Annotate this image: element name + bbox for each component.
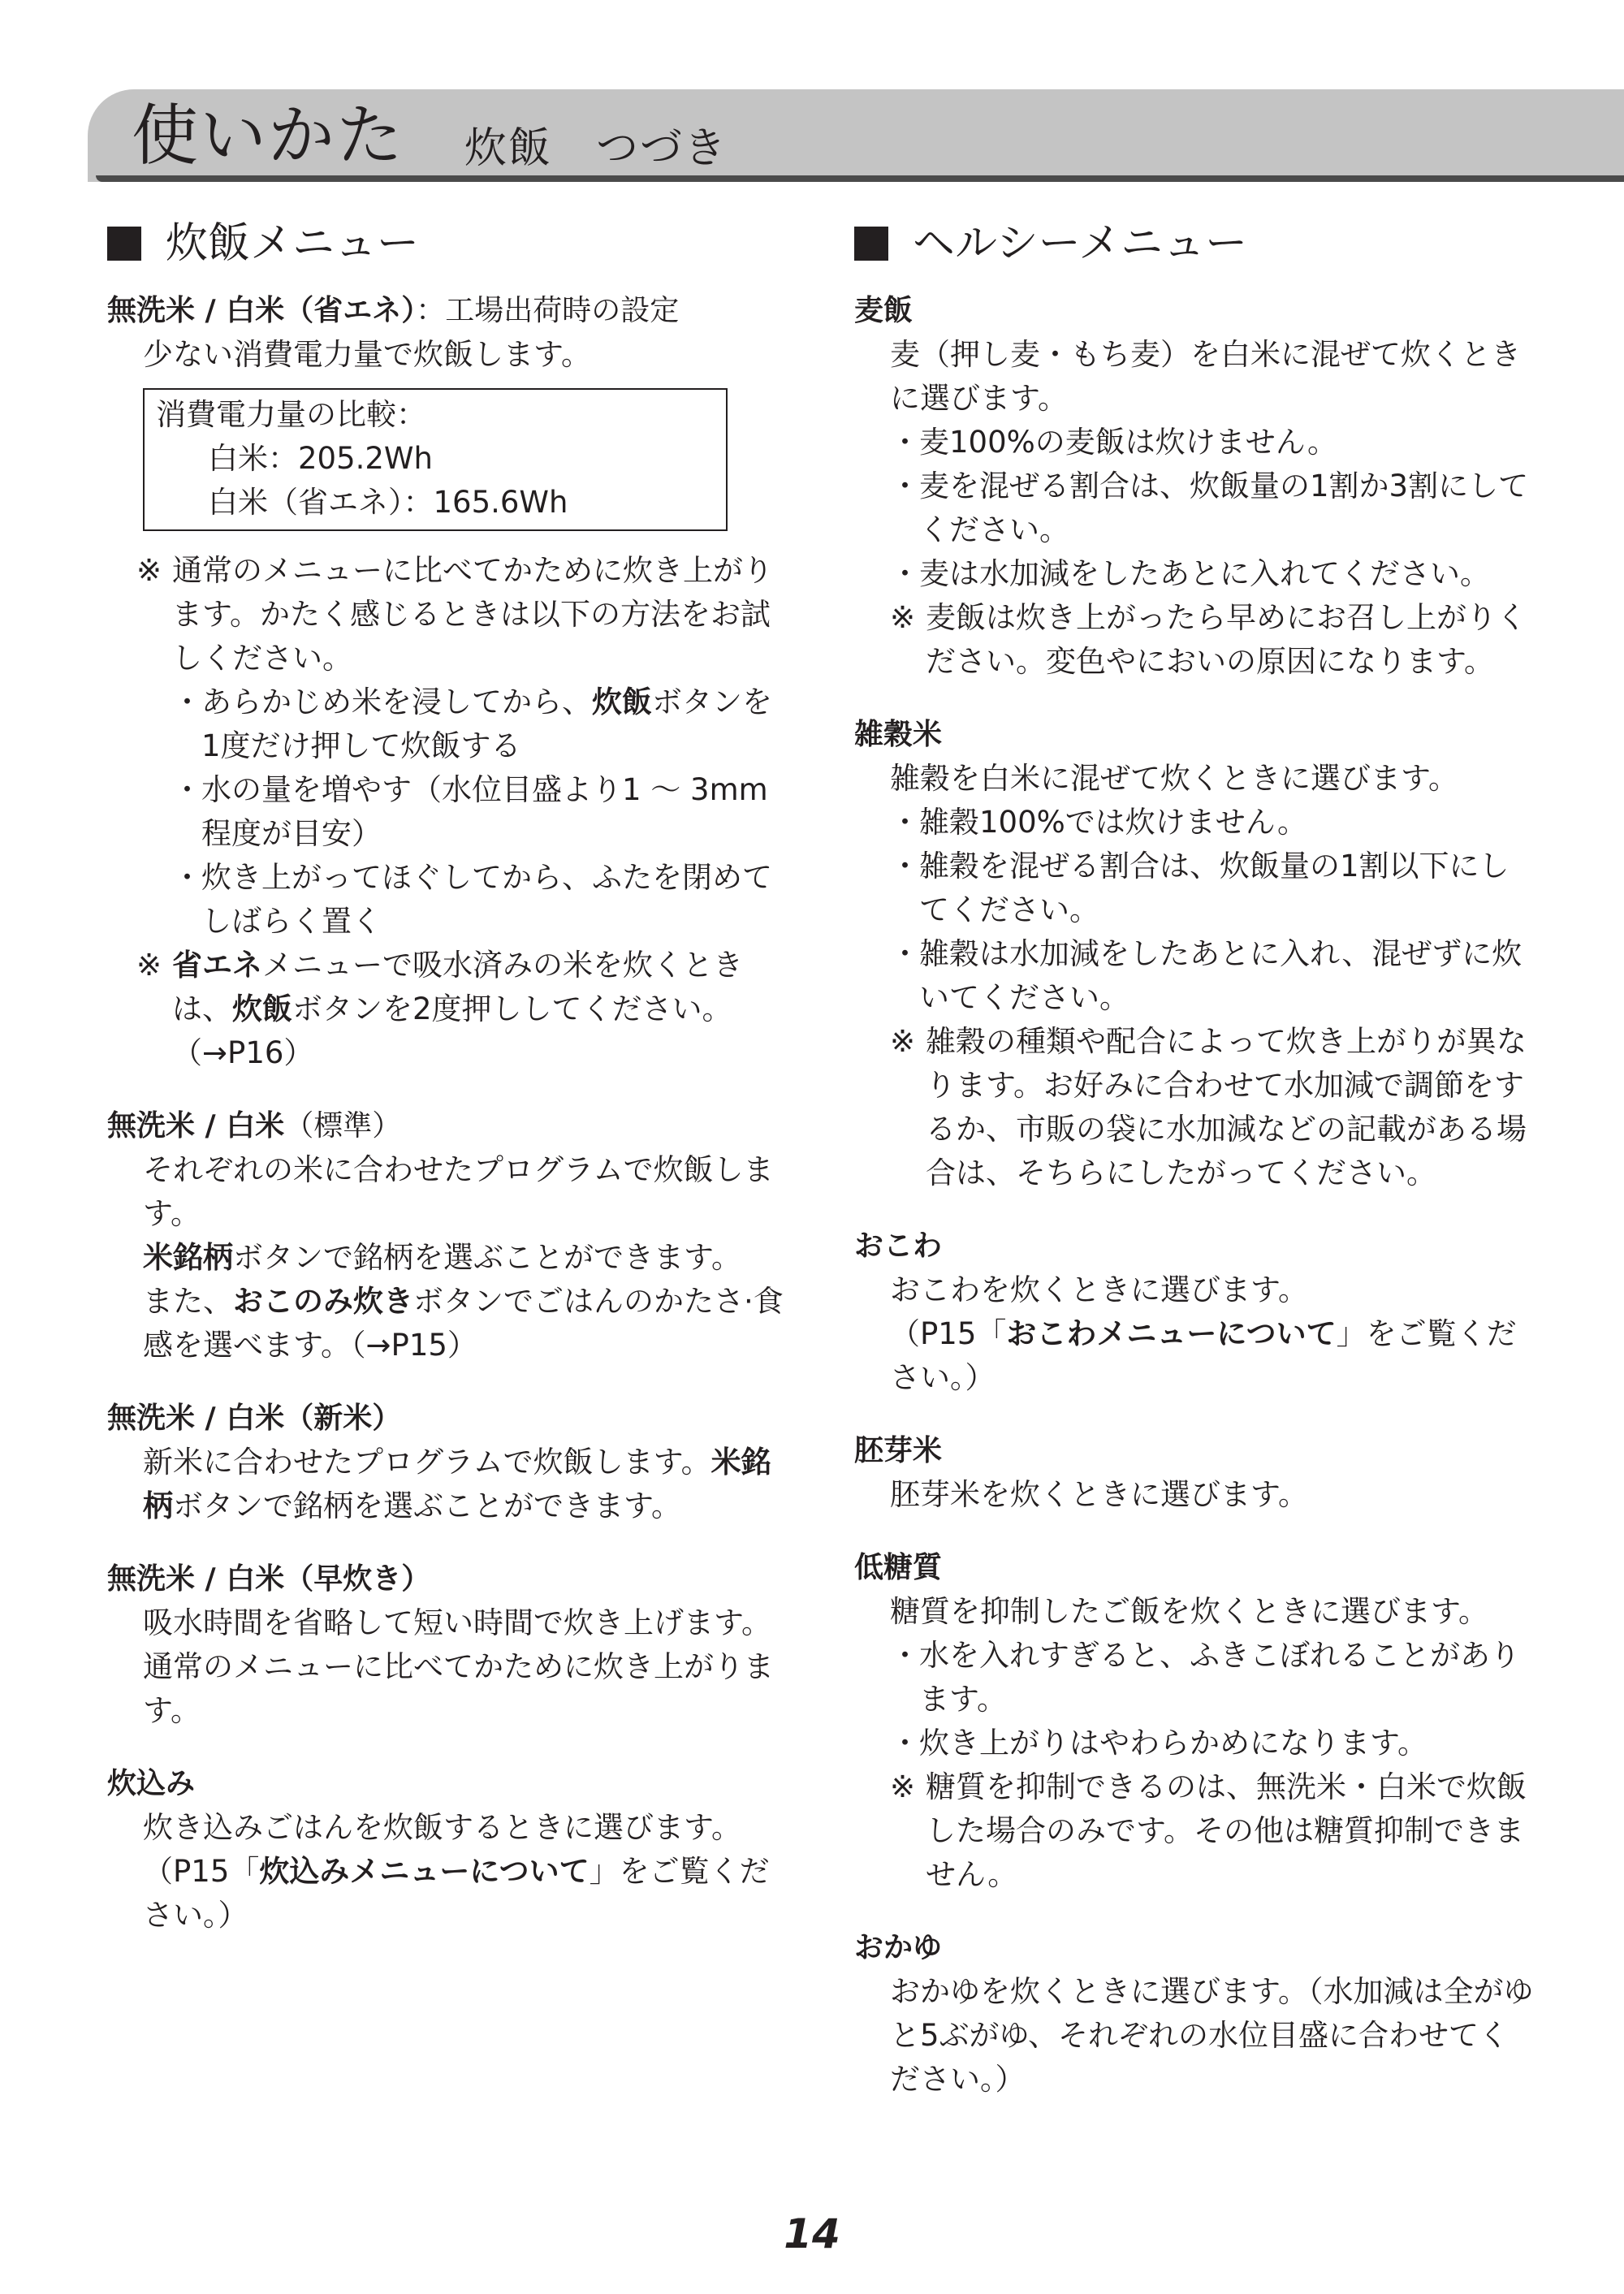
item-title-note: ：工場出荷時の設定	[416, 294, 680, 327]
item-title-bold: 無洗米 / 白米（省エネ）	[107, 294, 417, 327]
item-description: 麦（押し麦・もち麦）を白米に混ぜて炊くときに選びます。 ・ 麦100%の麦飯は炊けません。 ・ 麦を混ぜる割合は、炊飯量の1割か3割にしてください。 ・ 麦は水加減をしたあとに入れてください。 ※ 麦飯は炊き上がったら早めにお召し上がりください。変色やにおいの原因になります。	[854, 333, 1536, 684]
list-item	[172, 680, 789, 768]
menu-item-mugi	[854, 289, 1536, 684]
list-item-text: 炊き上がってほぐしてから、ふたを閉めてしばらく置く	[201, 860, 772, 939]
item-title: 無洗米 / 白米（新米）	[107, 1402, 402, 1435]
menu-item-haiga	[854, 1429, 1536, 1517]
item-title: 胚芽米	[854, 1434, 943, 1467]
section-title: ヘルシーメニュー	[913, 219, 1248, 268]
item-description: 吸水時間を省略して短い時間で炊き上げます。通常のメニューに比べてかために炊き上がります。	[143, 1605, 774, 1728]
menu-item-teitou	[854, 1546, 1536, 1897]
menu-item-okowa	[854, 1225, 1536, 1400]
right-column	[854, 213, 1536, 2131]
power-comparison-box	[143, 388, 728, 531]
box-row-normal: 白米：205.2Wh	[208, 441, 433, 476]
list-item	[172, 768, 789, 856]
note	[136, 944, 789, 1075]
menu-item-standard	[107, 1104, 789, 1367]
tips-list	[136, 680, 789, 944]
menu-item-fast	[107, 1557, 789, 1733]
note: ※ 麦飯は炊き上がったら早めにお召し上がりください。変色やにおいの原因になります。	[890, 600, 1527, 679]
item-title-note: （標準）	[284, 1109, 402, 1143]
item-title	[107, 289, 789, 333]
list-item	[172, 856, 789, 944]
item-description: 胚芽米を炊くときに選びます。	[890, 1477, 1309, 1512]
menu-item-okayu	[854, 1926, 1536, 2102]
left-column	[107, 213, 789, 1967]
list-item: ・ 雑穀は水加減をしたあとに入れ、混ぜずに炊いてください。	[890, 936, 1522, 1015]
bullet-mark: ・	[172, 772, 202, 807]
list-item: ・ 麦は水加減をしたあとに入れてください。	[890, 556, 1490, 591]
note-mark: ※	[136, 553, 162, 588]
list-item: ・ 雑穀100%では炊けません。	[890, 805, 1307, 840]
menu-item-shoene	[107, 289, 789, 1075]
list-item: ・ 麦100%の麦飯は炊けません。	[890, 425, 1337, 460]
section-heading-healthy-menu	[854, 213, 1536, 274]
section-heading-rice-menu	[107, 213, 789, 274]
bullet-mark: ・	[172, 685, 202, 719]
menu-item-zakkoku	[854, 713, 1536, 1195]
item-title: 麦飯	[854, 294, 914, 327]
page-title: 使いかた	[132, 97, 405, 175]
list-item-text: あらかじめ米を浸してから、炊飯ボタンを1度だけ押して炊飯する	[201, 685, 772, 763]
list-item: ・ 水を入れすぎると、ふきこぼれることがあります。	[890, 1638, 1520, 1717]
item-title: おかゆ	[854, 1931, 943, 1964]
note-mark: ※	[136, 948, 162, 983]
item-title	[107, 1104, 789, 1148]
item-description: 炊き込みごはんを炊飯するときに選びます。 （P15「炊込みメニューについて」をご覧ください。）	[143, 1810, 770, 1933]
list-item: ・ 炊き上がりはやわらかめになります。	[890, 1726, 1428, 1760]
item-description: 新米に合わせたプログラムで炊飯します。米銘柄ボタンで銘柄を選ぶことができます。	[143, 1445, 771, 1523]
note	[136, 549, 789, 680]
notes	[107, 549, 789, 1075]
item-description: 雑穀を白米に混ぜて炊くときに選びます。 ・ 雑穀100%では炊けません。 ・ 雑穀を混ぜる割合は、炊飯量の1割以下にしてください。 ・ 雑穀は水加減をしたあとに入れ、混ぜずに炊いてください。 ※ 雑穀の種類や配合によって炊き上がりが異なります。お好みに合わせて水加減で調節をするか、市販の袋に水加減などの記載がある場合は、そちらにしたがってください。	[854, 757, 1536, 1195]
item-title: 無洗米 / 白米（早炊き）	[107, 1562, 431, 1596]
note: ※ 糖質を抑制できるのは、無洗米・白米で炊飯した場合のみです。その他は糖質抑制できません。	[890, 1769, 1527, 1892]
page-number: 14	[784, 2210, 840, 2257]
square-bullet-icon	[107, 227, 141, 261]
item-title: 低糖質	[854, 1551, 943, 1584]
menu-item-takikomi	[107, 1762, 789, 1938]
note-text: 通常のメニューに比べてかために炊き上がります。かたく感じるときは以下の方法をお試しください。	[172, 553, 773, 676]
item-description: おかゆを炊くときに選びます。（水加減は全がゆと5ぶがゆ、それぞれの水位目盛に合わせてください。）	[890, 1974, 1534, 2097]
bullet-mark: ・	[172, 860, 202, 895]
item-description: それぞれの米に合わせたプログラムで炊飯します。 米銘柄ボタンで銘柄を選ぶことができます。 また、おこのみ炊きボタンでごはんのかたさ·食感を選べます。（→P15）	[143, 1152, 784, 1363]
item-title: 雑穀米	[854, 718, 943, 751]
list-item: ・ 麦を混ぜる割合は、炊飯量の1割か3割にしてください。	[890, 469, 1529, 547]
item-title-bold: 無洗米 / 白米	[107, 1109, 285, 1143]
item-description: 糖質を抑制したご飯を炊くときに選びます。 ・ 水を入れすぎると、ふきこぼれることがあります。 ・ 炊き上がりはやわらかめになります。 ※ 糖質を抑制できるのは、無洗米・白米で炊飯した場合のみです。その他は糖質抑制できません。	[854, 1590, 1536, 1897]
note: ※ 雑穀の種類や配合によって炊き上がりが異なります。お好みに合わせて水加減で調節をするか、市販の袋に水加減などの記載がある場合は、そちらにしたがってください。	[890, 1024, 1527, 1190]
item-title: おこわ	[854, 1229, 943, 1263]
section-title: 炊飯メニュー	[166, 219, 420, 268]
page-subtitle: 炊飯 つづき	[464, 124, 728, 173]
note-text: 省エネメニューで吸水済みの米を炊くときは、炊飯ボタンを2度押ししてください。（→P16）	[172, 948, 743, 1070]
list-item-text: 水の量を増やす（水位目盛より1 ～ 3mm程度が目安）	[201, 772, 768, 851]
item-title: 炊込み	[107, 1767, 196, 1800]
item-description: 少ない消費電力量で炊飯します。	[143, 337, 592, 372]
box-row-eco: 白米（省エネ）：165.6Wh	[208, 485, 568, 520]
item-description: おこわを炊くときに選びます。 （P15「おこわメニューについて」をご覧ください。）	[890, 1272, 1517, 1395]
list-item: ・ 雑穀を混ぜる割合は、炊飯量の1割以下にしてください。	[890, 849, 1510, 927]
box-label: 消費電力量の比較：	[156, 397, 426, 432]
square-bullet-icon	[854, 227, 888, 261]
menu-item-new-rice	[107, 1397, 789, 1528]
